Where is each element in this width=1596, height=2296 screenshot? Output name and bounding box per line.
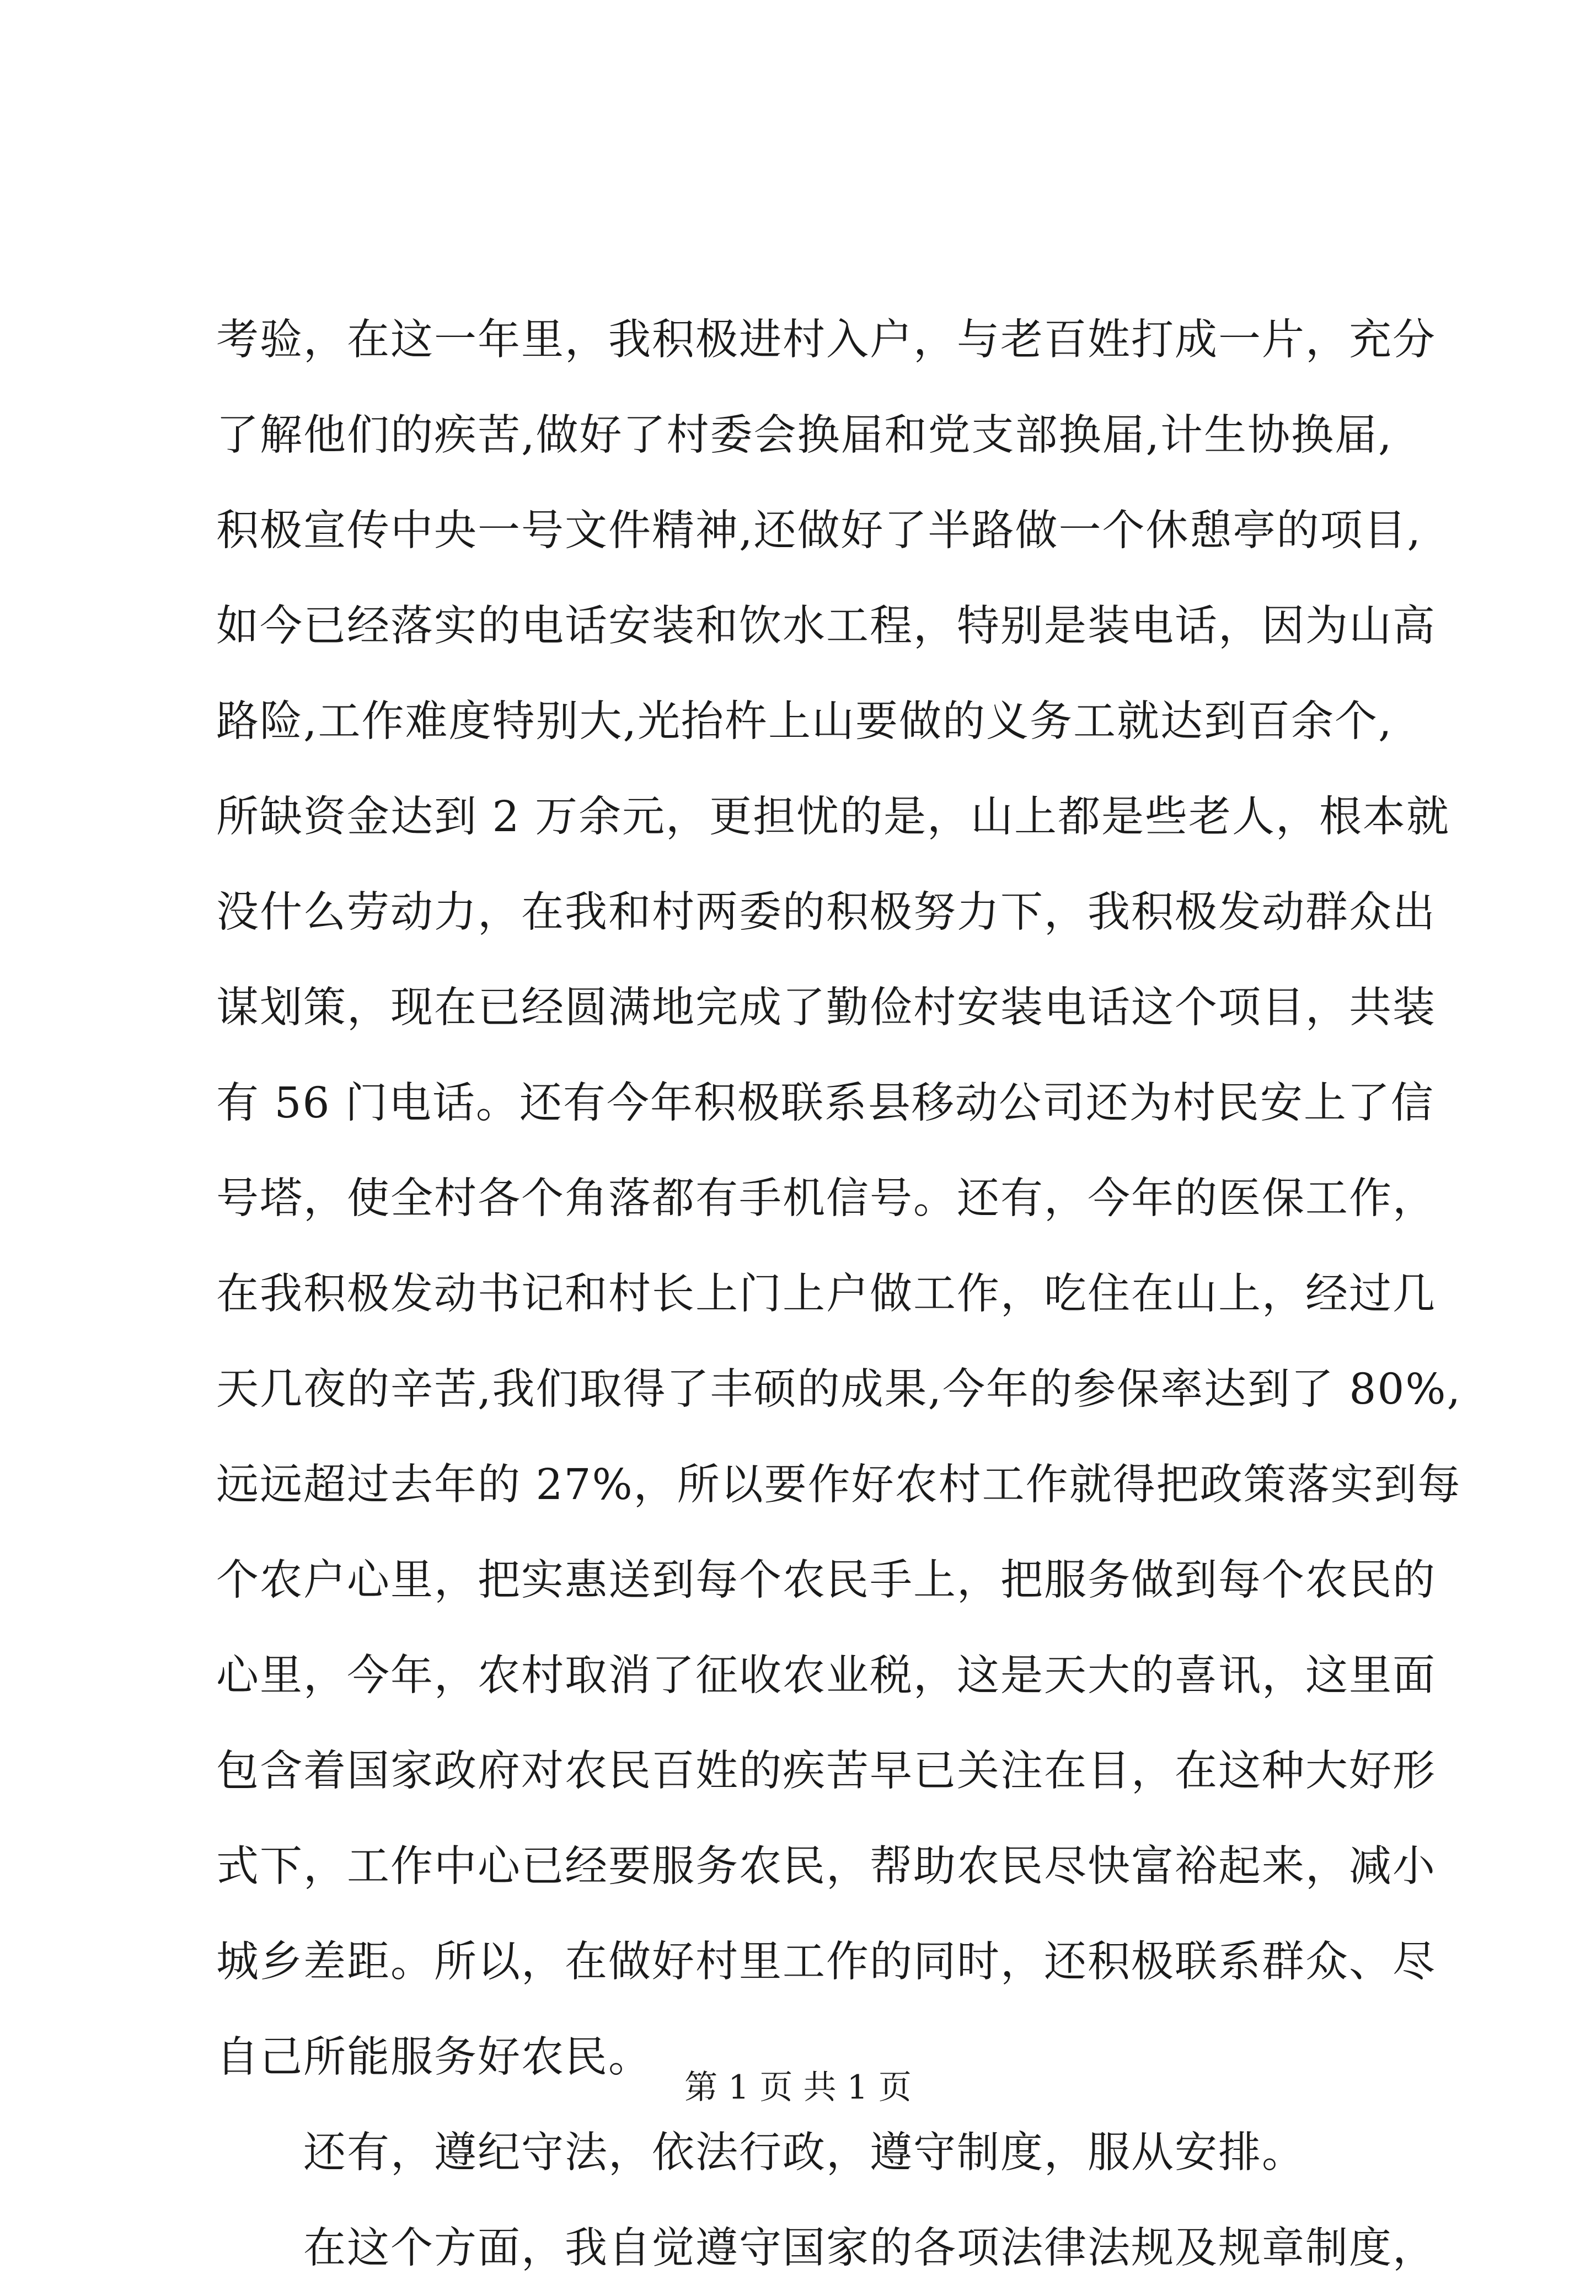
text-line: 所缺资金达到 2 万余元，更担忧的是，山上都是些老人，根本就 [216,793,1450,842]
text-line: 心里，今年，农村取消了征收农业税，这是天大的喜讯，这里面 [216,1651,1436,1700]
text-line: 没什么劳动力，在我和村两委的积极努力下，我积极发动群众出 [216,888,1436,937]
text-line: 在这个方面，我自觉遵守国家的各项法律法规及规章制度， [216,2224,1436,2273]
text-line: 还有，遵纪守法，依法行政，遵守制度，服从安排。 [216,2128,1305,2177]
body-text [216,292,1462,2296]
text-line: 有 56 门电话。还有今年积极联系县移动公司还为村民安上了信 [216,1079,1434,1128]
text-line: 远远超过去年的 27%，所以要作好农村工作就得把政策落实到每 [216,1460,1461,1510]
text-line: 个农户心里，把实惠送到每个农民手上，把服务做到每个农民的 [216,1556,1436,1605]
text-line: 自己所能服务好农民。 [216,2033,652,2082]
text-line: 路险,工作难度特别大,光抬杵上山要做的义务工就达到百余个, [216,697,1393,746]
text-line: 天几夜的辛苦,我们取得了丰硕的成果,今年的参保率达到了 80%, [216,1365,1462,1414]
text-line: 城乡差距。所以，在做好村里工作的同时，还积极联系群众、尽 [216,1938,1436,1987]
text-line: 号塔，使全村各个角落都有手机信号。还有，今年的医保工作， [216,1174,1436,1223]
text-line: 在我积极发动书记和村长上门上户做工作，吃住在山上，经过几 [216,1270,1436,1319]
text-line: 考验，在这一年里，我积极进村入户，与老百姓打成一片，充分 [216,315,1436,365]
text-line: 式下，工作中心已经要服务农民，帮助农民尽快富裕起来，减小 [216,1842,1436,1891]
text-line: 了解他们的疾苦,做好了村委会换届和党支部换届,计生协换届, [216,411,1393,460]
text-line: 积极宣传中央一号文件精神,还做好了半路做一个休憩亭的项目, [216,506,1422,555]
text-line: 包含着国家政府对农民百姓的疾苦早已关注在目，在这种大好形 [216,1747,1436,1796]
page-footer: 第 1 页 共 1 页 [684,2068,912,2107]
text-line: 谋划策，现在已经圆满地完成了勤俭村安装电话这个项目，共装 [216,983,1436,1032]
text-line: 如今已经落实的电话安装和饮水工程，特别是装电话，因为山高 [216,602,1436,651]
